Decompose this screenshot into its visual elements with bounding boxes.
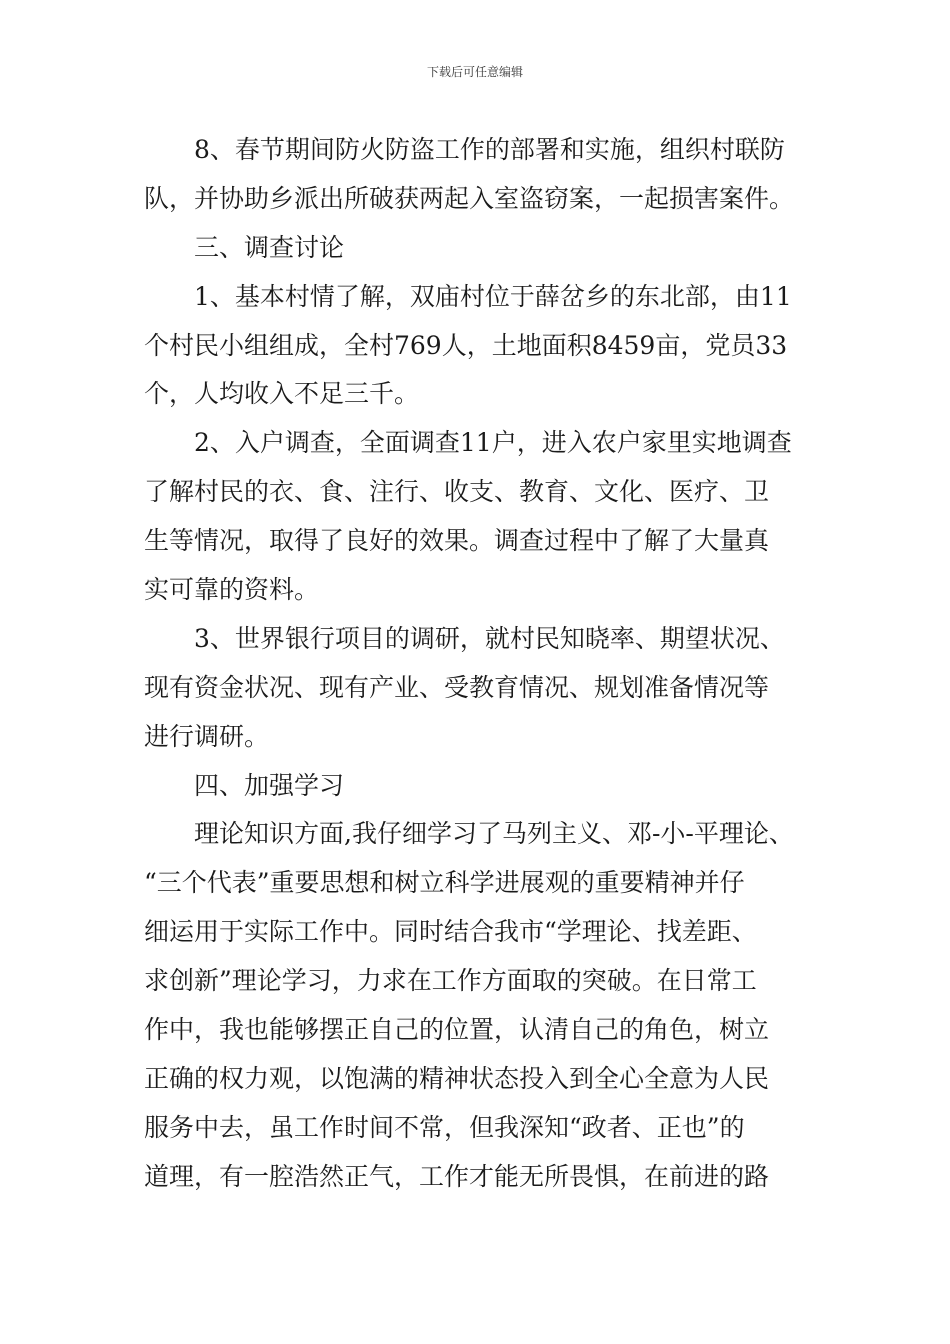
text-line: 2、入户调查，全面调查11户，进入农户家里实地调查 bbox=[194, 428, 792, 458]
text-line: 队，并协助乡派出所破获两起入室盗窃案，一起损害案件。 bbox=[144, 183, 795, 213]
page-header-note: 下载后可任意编辑 bbox=[426, 65, 523, 79]
text-line: 1、基本村情了解，双庙村位于薛岔乡的东北部，由11 bbox=[194, 281, 792, 311]
text-line: 道理，有一腔浩然正气，工作才能无所畏惧，在前进的路 bbox=[144, 1161, 770, 1191]
text-line: 个村民小组组成，全村769人，土地面积8459亩，党员33 bbox=[144, 330, 788, 360]
text-line: 理论知识方面,我仔细学习了马列主义、邓-小-平理论、 bbox=[194, 819, 794, 849]
text-line: 实可靠的资料。 bbox=[144, 575, 320, 605]
text-line: 服务中去，虽工作时间不常，但我深知“政者、正也”的 bbox=[144, 1112, 745, 1142]
text-line: 细运用于实际工作中。同时结合我市“学理论、找差距、 bbox=[144, 917, 757, 947]
text-line: 作中，我也能够摆正自己的位置，认清自己的角色，树立 bbox=[144, 1015, 770, 1045]
text-line: 进行调研。 bbox=[144, 721, 270, 751]
text-line: 生等情况，取得了良好的效果。调查过程中了解了大量真 bbox=[144, 526, 770, 556]
text-line: 正确的权力观，以饱满的精神状态投入到全心全意为人民 bbox=[144, 1063, 770, 1093]
text-line: “三个代表”重要思想和树立科学进展观的重要精神并仔 bbox=[144, 868, 745, 898]
section-heading: 四、加强学习 bbox=[194, 770, 345, 800]
document-body bbox=[144, 126, 810, 1202]
text-line: 了解村民的衣、食、注行、收支、教育、文化、医疗、卫 bbox=[144, 477, 770, 507]
text-line: 3、世界银行项目的调研，就村民知晓率、期望状况、 bbox=[194, 623, 785, 653]
section-heading: 三、调查讨论 bbox=[194, 232, 345, 262]
text-line: 求创新”理论学习，力求在工作方面取的突破。在日常工 bbox=[144, 966, 757, 996]
text-line: 8、春节期间防火防盗工作的部署和实施，组织村联防 bbox=[194, 135, 785, 164]
text-line: 现有资金状况、现有产业、受教育情况、规划准备情况等 bbox=[144, 672, 770, 702]
text-line: 个，人均收入不足三千。 bbox=[144, 379, 420, 409]
